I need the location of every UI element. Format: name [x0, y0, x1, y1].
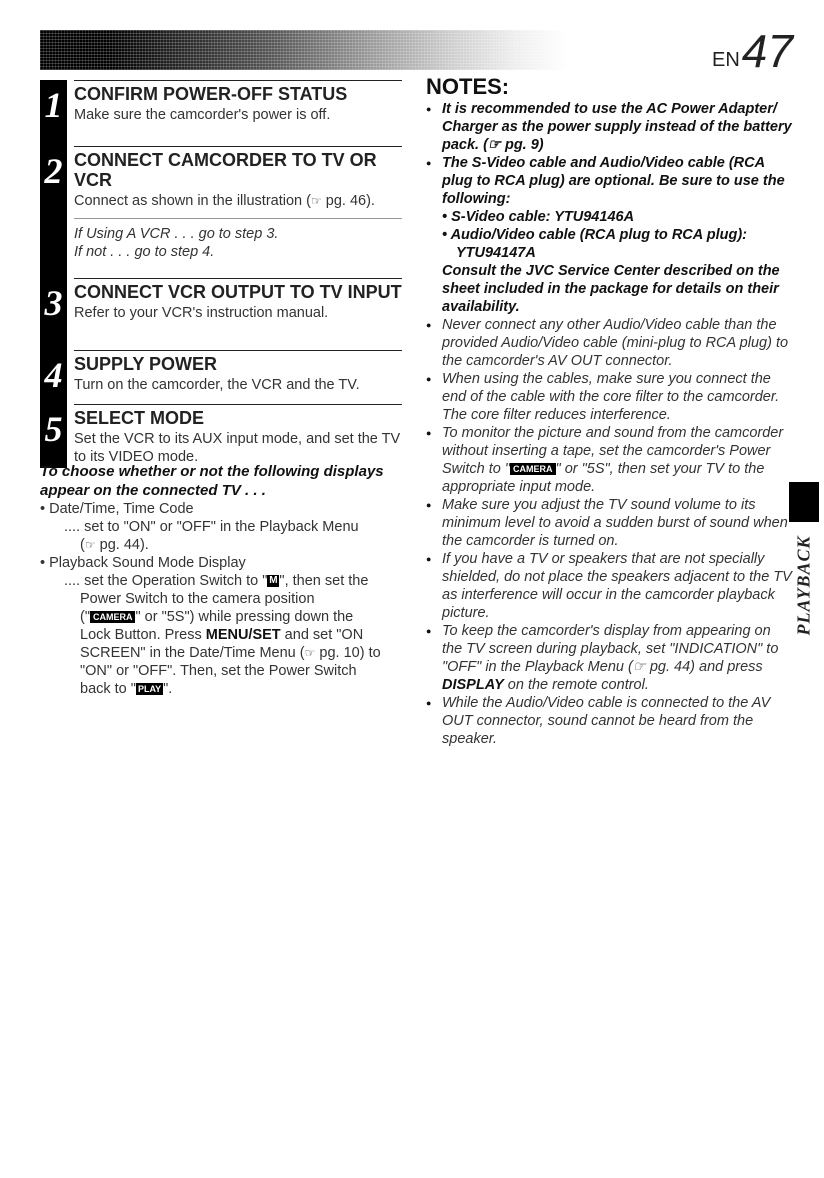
note-item: ● To keep the camcorder's display from appearing on the TV screen during playback, set "INDICATION" to "OFF" in the Playback Menu (☞ pg. 44) and press DISPLAY on the remote control.	[426, 622, 794, 694]
step-title: SELECT MODE	[74, 404, 402, 428]
note-subitem: YTU94147A	[456, 245, 536, 261]
notes-column	[426, 74, 794, 748]
step-text: Make sure the camcorder's power is off.	[74, 107, 331, 123]
step-1	[40, 80, 402, 146]
step-number: 3	[40, 278, 67, 350]
step-5	[40, 404, 402, 468]
step-title: CONNECT CAMCORDER TO TV OR VCR	[74, 146, 402, 190]
notes-list	[426, 100, 794, 748]
m-mode-icon: M	[269, 575, 278, 587]
side-tab-marker	[789, 482, 819, 522]
step-2	[40, 146, 402, 278]
step-title: CONFIRM POWER-OFF STATUS	[74, 80, 402, 104]
step-number: 4	[40, 350, 67, 404]
section-side-tab	[784, 530, 824, 640]
step-text: Connect as shown in the illustration (☞ pg. 46).	[74, 193, 375, 209]
step-number: 1	[40, 80, 67, 146]
pointer-icon: ☞	[310, 194, 322, 208]
list-item-detail: (" CAMERA " or "5S") while pressing down the	[80, 609, 354, 625]
list-item-detail: .... set the Operation Switch to " M ", then set the	[64, 573, 369, 589]
note-item: ● When using the cables, make sure you connect the end of the cable with the core filter to the camcorder. The core filter reduces interference.	[426, 370, 794, 424]
step-title: SUPPLY POWER	[74, 350, 402, 374]
step-number: 5	[40, 404, 67, 468]
step-text: Set the VCR to its AUX input mode, and set the TV to its VIDEO mode.	[74, 431, 401, 465]
note-item: ● It is recommended to use the AC Power Adapter/ Charger as the power supply instead of the battery pack. (☞ pg. 9)	[426, 100, 794, 154]
camera-badge-icon: CAMERA	[510, 463, 556, 475]
notes-heading: NOTES:	[426, 74, 510, 99]
note-item: ● Never connect any other Audio/Video cable than the provided Audio/Video cable (mini-plug to RCA plug) to the camcorder's AV OUT connector.	[426, 316, 794, 370]
pointer-icon: ☞	[304, 646, 316, 660]
step-text: Refer to your VCR's instruction manual.	[74, 305, 329, 321]
note-item: ● If you have a TV or speakers that are not specially shielded, do not place the speakers adjacent to the TV as interference will occur in the camcorder playback picture.	[426, 550, 794, 622]
page-number	[712, 25, 793, 77]
steps-column	[40, 80, 402, 468]
step-text: Turn on the camcorder, the VCR and the TV.	[74, 377, 360, 393]
camera-badge-icon: CAMERA	[90, 611, 136, 623]
step-title: CONNECT VCR OUTPUT TO TV INPUT	[74, 278, 402, 302]
note-item: ● While the Audio/Video cable is connected to the AV OUT connector, sound cannot be heard from the speaker.	[426, 694, 794, 748]
header-band-pattern	[40, 30, 700, 70]
list-item-detail: SCREEN" in the Date/Time Menu (☞ pg. 10) to	[80, 645, 381, 661]
list-item-detail: back to " PLAY ".	[80, 681, 173, 697]
list-item-detail: .... set to "ON" or "OFF" in the Playback Menu	[64, 519, 359, 535]
note-subitem: Consult the JVC Service Center described on the sheet included in the package for details on their availability.	[442, 263, 780, 315]
step-note-line: If not . . . go to step 4.	[74, 244, 215, 260]
page-number-value: 47	[741, 25, 793, 77]
section-heading: To choose whether or not the following displays appear on the connected TV . . .	[40, 463, 384, 499]
list-item-detail: "ON" or "OFF". Then, set the Power Switch	[80, 663, 357, 679]
note-subitem: • Audio/Video cable (RCA plug to RCA plug):	[442, 227, 747, 243]
note-item: ● The S-Video cable and Audio/Video cable (RCA plug to RCA plug) are optional. Be sure to use the following:	[426, 154, 794, 208]
list-item: • Date/Time, Time Code	[40, 501, 194, 517]
step-3	[40, 278, 402, 350]
display-options-section	[40, 462, 402, 698]
pointer-icon: ☞	[84, 538, 96, 552]
list-item-detail: (☞ pg. 44).	[80, 537, 149, 553]
note-subitem: • S-Video cable: YTU94146A	[442, 209, 635, 225]
step-4	[40, 350, 402, 404]
play-badge-icon: PLAY	[137, 684, 162, 695]
step-note-line: If Using A VCR . . . go to step 3.	[74, 226, 279, 242]
note-item: ● To monitor the picture and sound from the camcorder without inserting a tape, set the camcorder's Power Switch to " CAMERA " or "5S", then set your TV to the appropriate input mode.	[426, 424, 794, 496]
step-number: 2	[40, 146, 67, 278]
language-label: EN	[712, 49, 740, 71]
side-tab-label: PLAYBACK	[793, 534, 814, 636]
list-item: • Playback Sound Mode Display	[40, 555, 246, 571]
step-note	[74, 218, 402, 261]
note-item: ● Make sure you adjust the TV sound volume to its minimum level to avoid a sudden burst of sound when the camcorder is turned on.	[426, 496, 794, 550]
list-item-detail: Lock Button. Press MENU/SET and set "ON	[80, 627, 364, 643]
list-item-detail: Power Switch to the camera position	[80, 591, 315, 607]
